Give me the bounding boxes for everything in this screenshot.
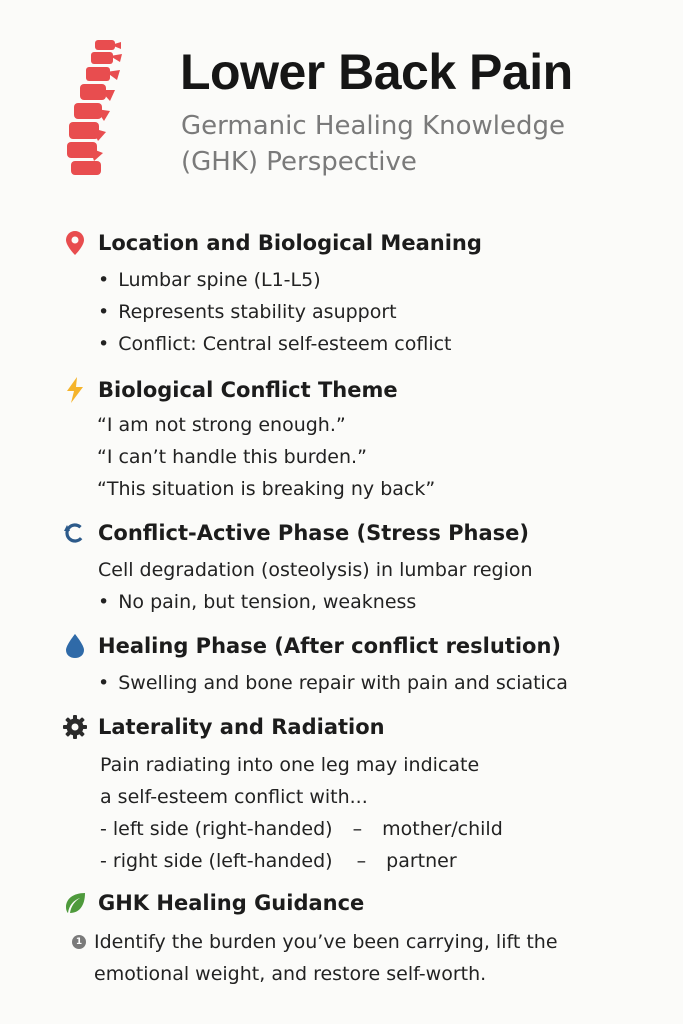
- description-line: Cell degradation (osteolysis) in lumbar region: [98, 559, 533, 581]
- gear-icon: [62, 714, 88, 740]
- section-heading: Conflict-Active Phase (Stress Phase): [98, 521, 530, 545]
- list-item: • No pain, but tension, weakness: [98, 586, 662, 618]
- water-drop-icon: [62, 633, 88, 659]
- description-line: Pain radiating into one leg may indicate: [100, 754, 480, 776]
- quote: “I can’t handle this burden.”: [97, 446, 367, 468]
- section-heading: Healing Phase (After conflict reslution): [98, 634, 562, 658]
- leaf-icon: [62, 890, 88, 916]
- section-theme: [62, 375, 662, 505]
- page-subtitle: Germanic Healing Knowledge (GHK) Perspective: [181, 111, 565, 177]
- spine-icon: [62, 38, 132, 178]
- quote: “This situation is breaking ny back”: [97, 478, 436, 500]
- lightning-icon: [62, 377, 88, 403]
- list-item: • Swelling and bone repair with pain and sciatica: [98, 667, 662, 699]
- section-laterality: [62, 712, 662, 877]
- section-heading: Laterality and Radiation: [98, 715, 385, 739]
- list-item: • Conflict: Central self-esteem coflict: [98, 328, 662, 360]
- section-location: [62, 228, 662, 360]
- guidance-line: Identify the burden you’ve been carrying, lift the: [94, 931, 558, 953]
- list-item: • Represents stability asupport: [98, 296, 662, 328]
- list-item: • Lumbar spine (L1-L5): [98, 264, 662, 296]
- page-title: Lower Back Pain: [180, 44, 573, 100]
- section-heading: Location and Biological Meaning: [98, 231, 482, 255]
- cycle-icon: [62, 520, 88, 546]
- guidance-line: emotional weight, and restore self-worth.: [94, 963, 487, 985]
- section-guidance: [62, 888, 662, 990]
- map-pin-icon: [62, 230, 88, 256]
- section-heading: GHK Healing Guidance: [98, 891, 365, 915]
- laterality-row: - left side (right-handed) – mother/child: [100, 818, 503, 840]
- description-line: a self-esteem conflict with...: [100, 786, 368, 808]
- section-active-phase: [62, 518, 662, 618]
- section-healing-phase: [62, 631, 662, 699]
- step-number-badge: 1: [72, 935, 86, 949]
- quote: “I am not strong enough.”: [97, 414, 346, 436]
- section-heading: Biological Conflict Theme: [98, 378, 398, 402]
- laterality-row: - right side (left-handed) – partner: [100, 850, 457, 872]
